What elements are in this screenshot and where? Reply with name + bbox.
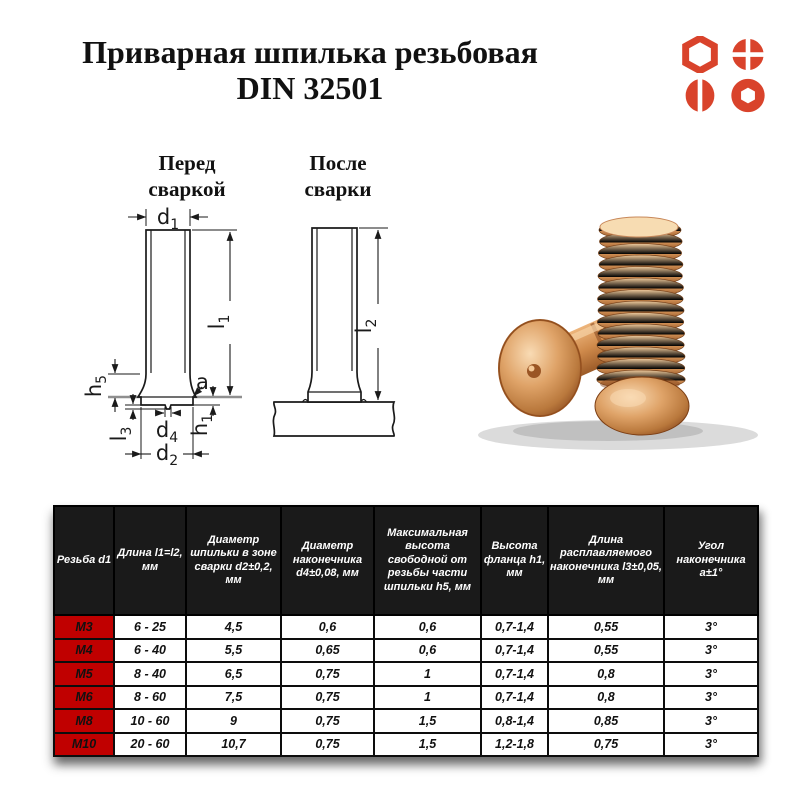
spec-value-cell: 1: [374, 662, 481, 686]
spec-value-cell: 5,5: [186, 639, 281, 663]
spec-value-cell: 7,5: [186, 686, 281, 710]
spec-value-cell: 0,65: [281, 639, 374, 663]
stud-body: [138, 230, 196, 409]
dim-label-h1: $h_1$: [188, 413, 216, 437]
hex-nut-icon: [678, 36, 722, 73]
brand-logo: [678, 36, 770, 114]
spec-value-cell: 8 - 60: [114, 686, 186, 710]
dim-label-h5: $h_5$: [82, 374, 110, 398]
table-row: [54, 639, 758, 663]
spec-value-cell: 0,75: [548, 733, 664, 757]
dim-label-d4: $d_4$: [155, 418, 179, 446]
spec-value-cell: 3°: [664, 615, 758, 639]
slotted-head-icon: [678, 77, 722, 114]
column-header-3: Диаметр шпильки в зоне сварки d2±0,2, мм: [186, 506, 281, 615]
spec-value-cell: 1,5: [374, 733, 481, 757]
dim-label-l1: $l_1$: [205, 314, 233, 330]
dim-d1: [128, 205, 208, 233]
label-before-line2: сваркой: [148, 177, 226, 201]
phillips-head-icon: [726, 36, 770, 73]
dim-label-d1: $d_1$: [156, 205, 180, 233]
thread-size-cell: M5: [54, 662, 114, 686]
spec-value-cell: 4,5: [186, 615, 281, 639]
label-after-line2: сварки: [304, 177, 372, 201]
stud-tip: [527, 364, 541, 378]
spec-value-cell: 0,75: [281, 733, 374, 757]
thread-size-cell: M10: [54, 733, 114, 757]
column-header-1: Резьба d1: [54, 506, 114, 615]
column-header-4: Диаметр наконечника d4±0,08, мм: [281, 506, 374, 615]
spec-value-cell: 1: [374, 686, 481, 710]
stud-standing: [595, 217, 689, 435]
spec-value-cell: 3°: [664, 709, 758, 733]
dim-label-l3: $l_3$: [107, 426, 135, 442]
spec-table-body: [54, 615, 758, 756]
spec-value-cell: 0,7-1,4: [481, 686, 548, 710]
spec-value-cell: 6 - 40: [114, 639, 186, 663]
page-title-line2: DIN 32501: [236, 70, 384, 106]
spec-value-cell: 0,7-1,4: [481, 615, 548, 639]
welded-stud-body: [303, 228, 367, 402]
spec-value-cell: 1,5: [374, 709, 481, 733]
label-after-welding: [282, 150, 394, 202]
spec-value-cell: 6 - 25: [114, 615, 186, 639]
hex-socket-icon: [726, 77, 770, 114]
thread-size-cell: M4: [54, 639, 114, 663]
spec-value-cell: 3°: [664, 662, 758, 686]
spec-value-cell: 0,55: [548, 615, 664, 639]
stud-flange-dome: [595, 377, 689, 435]
column-header-2: Длина l1=l2, мм: [114, 506, 186, 615]
spec-value-cell: 0,75: [281, 709, 374, 733]
label-before-line1: Перед: [158, 151, 216, 175]
spec-value-cell: 0,55: [548, 639, 664, 663]
label-before-welding: [128, 150, 246, 202]
spec-value-cell: 0,6: [281, 615, 374, 639]
diagram-before-welding: [78, 196, 245, 470]
spec-value-cell: 8 - 40: [114, 662, 186, 686]
spec-value-cell: 9: [186, 709, 281, 733]
spec-value-cell: 10,7: [186, 733, 281, 757]
dim-label-l2: $l_2$: [352, 318, 380, 334]
page-title: [10, 34, 610, 106]
dim-h5: [82, 359, 140, 412]
table-row: [54, 686, 758, 710]
spec-value-cell: 3°: [664, 686, 758, 710]
header-row: [54, 506, 758, 615]
stud-top-face: [600, 217, 678, 237]
spec-value-cell: 6,5: [186, 662, 281, 686]
thread-size-cell: M3: [54, 615, 114, 639]
column-header-7: Длина расплавляемого наконечника l3±0,05, мм: [548, 506, 664, 615]
diagram-after-welding: [270, 196, 440, 446]
spec-value-cell: 1,2-1,8: [481, 733, 548, 757]
spec-value-cell: 3°: [664, 639, 758, 663]
spec-value-cell: 0,6: [374, 639, 481, 663]
table-row: [54, 733, 758, 757]
spec-value-cell: 0,8: [548, 686, 664, 710]
column-header-5: Максимальная высота свободной от резьбы части шпильки h5, мм: [374, 506, 481, 615]
spec-value-cell: 0,7-1,4: [481, 662, 548, 686]
spec-value-cell: 3°: [664, 733, 758, 757]
table-row: [54, 662, 758, 686]
column-header-6: Высота фланца h1, мм: [481, 506, 548, 615]
table-row: [54, 709, 758, 733]
spec-value-cell: 0,8-1,4: [481, 709, 548, 733]
table-row: [54, 615, 758, 639]
dim-label-a: a: [196, 370, 209, 394]
page-title-line1: Приварная шпилька резьбовая: [82, 34, 538, 70]
spec-value-cell: 0,8: [548, 662, 664, 686]
dim-a: [194, 370, 209, 396]
spec-value-cell: 0,85: [548, 709, 664, 733]
spec-value-cell: 0,75: [281, 662, 374, 686]
spec-value-cell: 0,6: [374, 615, 481, 639]
column-header-8: Угол наконечника a±1°: [664, 506, 758, 615]
spec-table: [53, 505, 759, 757]
label-after-line1: После: [309, 151, 367, 175]
spec-value-cell: 0,75: [281, 686, 374, 710]
thread-size-cell: M6: [54, 686, 114, 710]
thread-size-cell: M8: [54, 709, 114, 733]
product-photo: [468, 200, 778, 458]
spec-value-cell: 20 - 60: [114, 733, 186, 757]
spec-value-cell: 0,7-1,4: [481, 639, 548, 663]
spec-value-cell: 10 - 60: [114, 709, 186, 733]
dim-label-d2: $d_2$: [155, 441, 179, 469]
base-plate: [273, 402, 394, 436]
